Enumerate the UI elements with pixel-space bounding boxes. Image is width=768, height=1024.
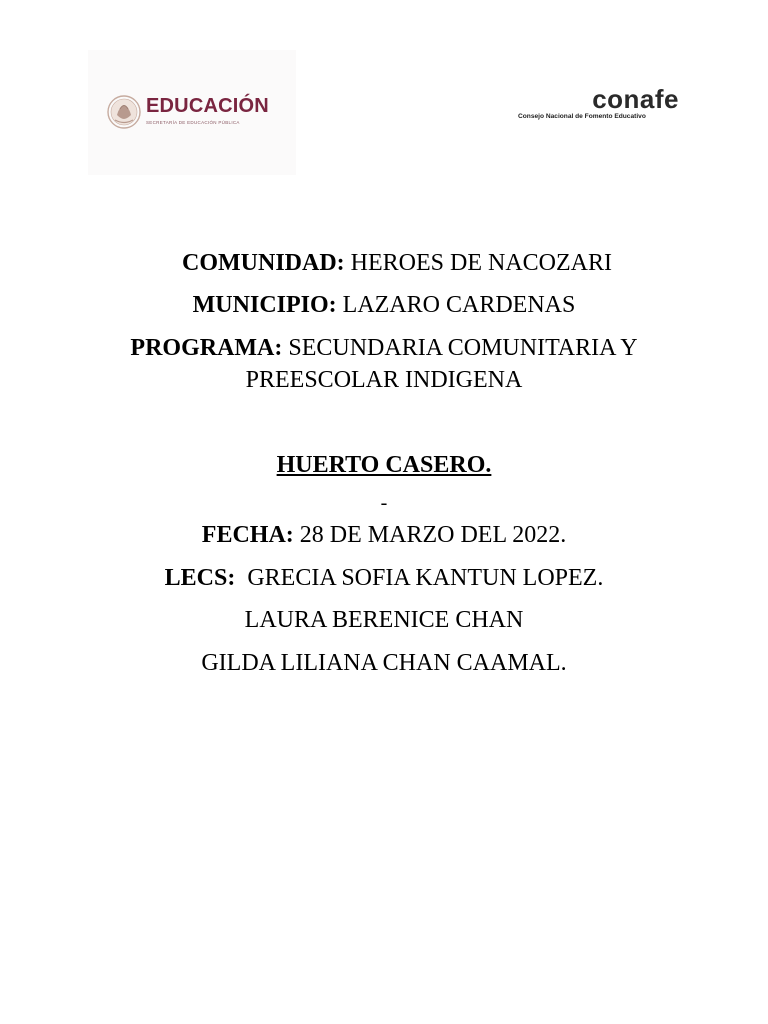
comunidad-line bbox=[0, 248, 768, 278]
fecha-label: FECHA: bbox=[201, 522, 294, 548]
separator-line bbox=[0, 488, 768, 518]
programa-label: PROGRAMA: bbox=[130, 335, 283, 361]
conafe-logo bbox=[515, 86, 685, 126]
lec-name: LAURA BERENICE CHAN bbox=[244, 607, 524, 633]
sep-title: EDUCACIÓN bbox=[146, 95, 269, 117]
sep-subtitle: SECRETARÍA DE EDUCACIÓN PÚBLICA bbox=[146, 120, 240, 125]
sep-logo bbox=[88, 50, 296, 175]
conafe-wordmark: conafe bbox=[592, 84, 679, 114]
lec-line-2 bbox=[0, 605, 768, 635]
lec-line-3 bbox=[0, 648, 768, 678]
conafe-subtitle: Consejo Nacional de Fomento Educativo bbox=[518, 113, 646, 120]
municipio-line bbox=[0, 290, 768, 320]
fecha-line bbox=[0, 520, 768, 550]
programa-value-continued: PREESCOLAR INDIGENA bbox=[245, 367, 523, 393]
municipio-value: LAZARO CARDENAS bbox=[336, 292, 576, 318]
project-title: HUERTO CASERO. bbox=[276, 452, 492, 478]
lec-name: GILDA LILIANA CHAN CAAMAL. bbox=[201, 650, 567, 676]
lec-name: GRECIA SOFIA KANTUN LOPEZ. bbox=[235, 565, 604, 591]
programa-line-2 bbox=[0, 365, 768, 395]
lecs-label: LECS: bbox=[164, 565, 236, 591]
separator: - bbox=[380, 492, 388, 514]
fecha-value: 28 DE MARZO DEL 2022. bbox=[293, 522, 567, 548]
comunidad-value: HEROES DE NACOZARI bbox=[344, 250, 612, 276]
municipio-label: MUNICIPIO: bbox=[192, 292, 337, 318]
programa-line bbox=[0, 333, 768, 363]
coat-of-arms-icon bbox=[107, 95, 141, 129]
comunidad-label: COMUNIDAD: bbox=[182, 250, 345, 276]
project-title-line bbox=[0, 450, 768, 480]
lecs-line bbox=[0, 563, 768, 593]
programa-value: SECUNDARIA COMUNITARIA Y bbox=[282, 335, 638, 361]
